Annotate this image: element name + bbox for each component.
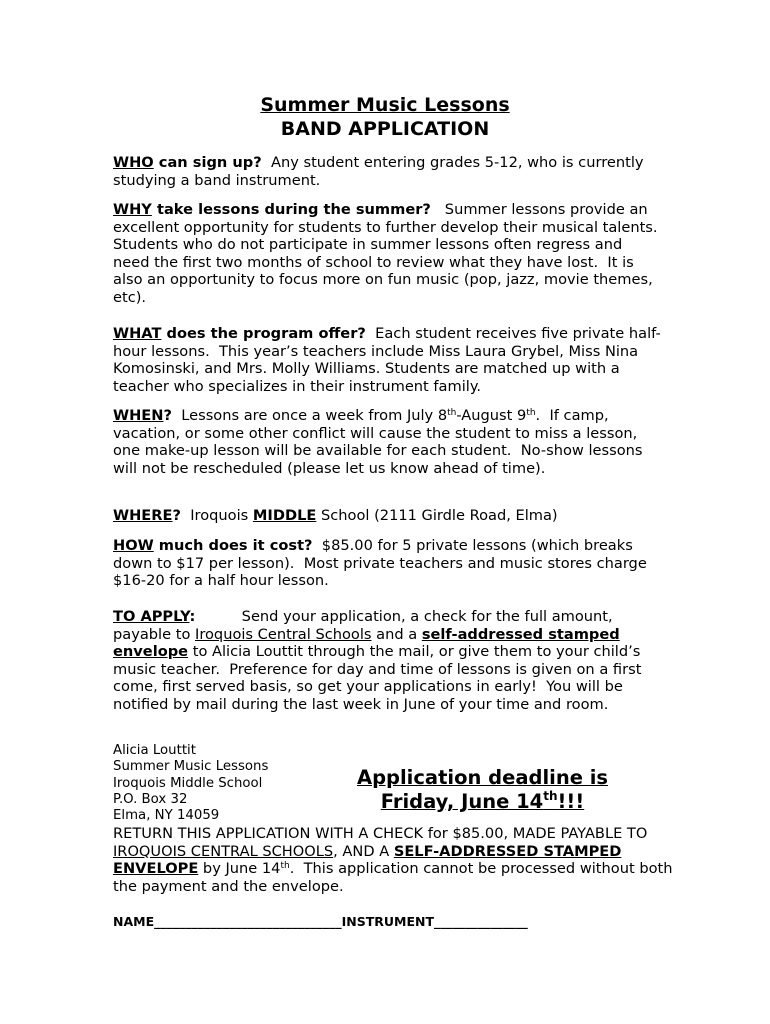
how-keyword: HOW — [113, 537, 154, 554]
what-question: does the program offer? — [161, 325, 366, 342]
address-line: P.O. Box 32 — [113, 791, 188, 807]
when-question: ? — [163, 407, 172, 424]
deadline-date: Friday, June 14 — [380, 790, 544, 813]
where-question: ? — [172, 507, 181, 524]
why-section — [113, 201, 667, 307]
when-text-1: Lessons are once a week from July 8 — [171, 407, 448, 424]
where-text-1: Iroquois — [180, 507, 253, 524]
apply-colon: : — [189, 608, 196, 625]
return-payee: IROQUOIS CENTRAL SCHOOLS — [113, 842, 334, 860]
return-text-1: RETURN THIS APPLICATION WITH A CHECK for $85.00, MADE PAYABLE TO — [113, 825, 652, 842]
deadline-exclaim: !!! — [557, 790, 585, 813]
what-text: Each student receives five private half-hour lessons. This year’s teachers include Miss Laura Grybel, Miss Nina Komosinski, and Mrs. Molly Williams. Students are matched up with a teacher who specializes in their instrument family. — [113, 325, 661, 395]
who-keyword: WHO — [113, 154, 154, 171]
who-question: can sign up? — [153, 154, 262, 171]
where-section — [113, 507, 661, 525]
deadline-callout — [340, 766, 625, 820]
when-sup-2: th — [526, 408, 536, 418]
deadline-line-1: Application deadline is — [356, 766, 609, 789]
deadline-line-2 — [340, 790, 625, 814]
instrument-blank[interactable]: _______________ — [434, 914, 528, 929]
how-question: much does it cost? — [153, 537, 313, 554]
return-text-2: , AND A — [333, 842, 394, 860]
address-line: Alicia Louttit — [113, 743, 196, 758]
mailing-address — [113, 743, 313, 824]
who-section — [113, 154, 661, 189]
deadline-sup: th — [543, 789, 558, 803]
why-question: take lessons during the summer? — [151, 201, 431, 218]
when-sup-1: th — [447, 408, 457, 418]
address-line: Summer Music Lessons — [113, 759, 269, 775]
address-line: Iroquois Middle School — [113, 775, 263, 791]
when-text-3: . If camp, vacation, or some other conflict will cause the student to miss a lesson, one make-up lesson will be available for each student. No-show lessons will not be rescheduled (please let us know ahead of time). — [113, 407, 648, 477]
apply-text-3: to Alicia Louttit through the mail, or give them to your child’s music teacher. Preference for day and time of lessons is given on a first come, first served basis, so get your applications in early! You will be notified by mail during the last week in June of your time and room. — [113, 643, 647, 713]
how-section — [113, 537, 661, 590]
page-title: Summer Music Lessons — [260, 94, 510, 116]
what-section — [113, 325, 661, 395]
how-text: $85.00 for 5 private lessons (which breaks down to $17 per lesson). Most private teachers and music stores charge $16-20 for a half hour lesson. — [113, 537, 652, 590]
where-middle: MIDDLE — [252, 507, 317, 524]
return-sase: SELF-ADDRESSED STAMPED ENVELOPE — [113, 842, 622, 878]
instrument-label: INSTRUMENT — [341, 914, 435, 929]
page-subtitle: BAND APPLICATION — [280, 118, 490, 140]
when-text-2: -August 9 — [456, 407, 527, 424]
name-blank[interactable]: ______________________________ — [154, 914, 342, 929]
where-text-2: School (2111 Girdle Road, Elma) — [316, 507, 558, 524]
when-section — [113, 407, 661, 477]
why-text: Summer lessons provide an excellent opportunity for students to further develop their musical talents. Students who do not participate in summer lessons often regress and need the first two months of school to review what they have lost. It is also an opportunity to focus more on fun music (pop, jazz, movie themes, etc). — [113, 201, 667, 306]
why-keyword: WHY — [113, 201, 152, 218]
name-label: NAME — [113, 914, 155, 929]
return-instructions — [113, 825, 678, 895]
apply-keyword: TO APPLY — [113, 608, 190, 625]
who-text: Any student entering grades 5-12, who is currently studying a band instrument. — [113, 154, 649, 189]
apply-text-2: and a — [371, 625, 422, 643]
address-line: Elma, NY 14059 — [113, 808, 220, 824]
return-text-4: . This application cannot be processed without both the payment and the envelope. — [113, 860, 678, 895]
return-text-3: by June 14 — [198, 860, 281, 878]
where-keyword: WHERE — [113, 507, 173, 524]
what-keyword: WHAT — [113, 325, 162, 342]
return-sup: th — [280, 861, 290, 872]
apply-section — [113, 608, 661, 714]
student-info-fields — [113, 913, 528, 931]
sase-emphasis: self-addressed stamped envelope — [113, 625, 620, 661]
payee-name: Iroquois Central Schools — [195, 625, 372, 643]
apply-text-1: Send your application, a check for the full amount, payable to — [113, 608, 618, 643]
when-keyword: WHEN — [113, 407, 164, 424]
